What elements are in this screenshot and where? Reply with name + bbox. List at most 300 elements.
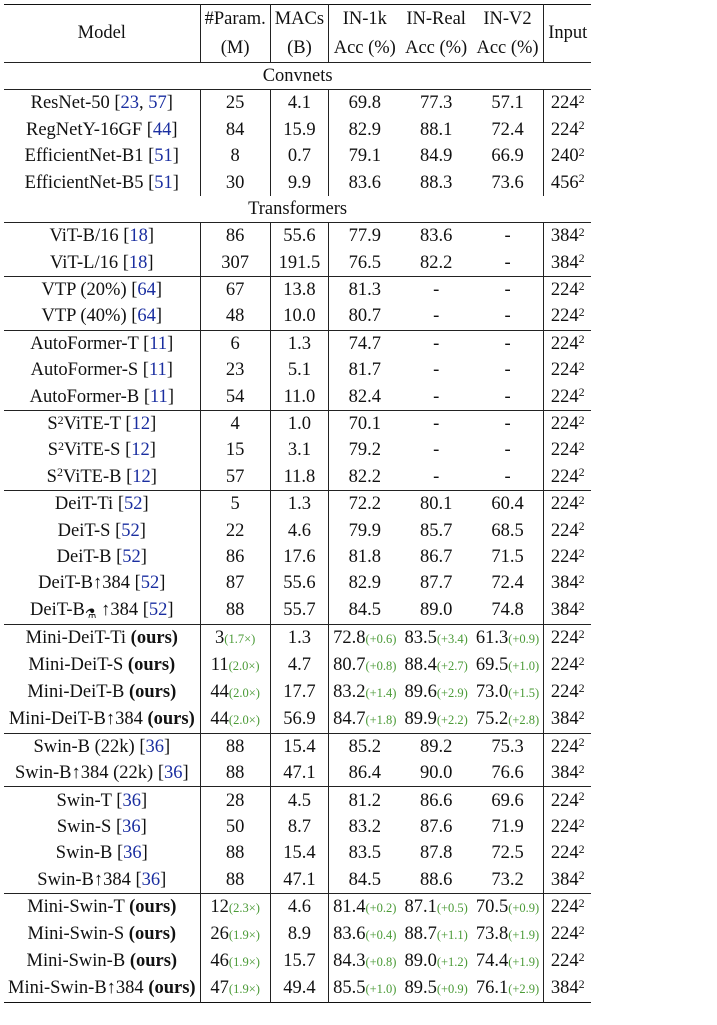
in1k-cell-value: 82.2 (348, 466, 381, 487)
model-name-suffix: ↑384 (96, 599, 139, 620)
in1k-cell-delta: (+1.8) (365, 712, 397, 727)
inv2-cell (472, 491, 544, 518)
params-cell (200, 787, 270, 814)
macs-cell (270, 975, 328, 1003)
inv2-cell-value: 74.4 (475, 950, 509, 971)
citation-link: 18 (128, 252, 148, 273)
input-exponent: 2 (578, 653, 585, 668)
in1k-cell-value: 69.8 (348, 93, 381, 114)
header-model: Model (4, 5, 200, 63)
params-cell-delta: (1.9×) (228, 981, 260, 996)
macs-cell-value: 3.1 (287, 440, 311, 461)
inreal-cell (400, 570, 471, 596)
in1k-cell-delta: (+0.8) (365, 658, 397, 673)
inreal-cell (400, 597, 471, 625)
macs-cell-value: 1.3 (287, 333, 311, 354)
inreal-cell-delta: (+3.4) (436, 631, 468, 646)
params-cell (200, 250, 270, 277)
input-exponent: 2 (578, 841, 585, 856)
citation-link: 52 (123, 494, 143, 515)
in1k-cell (329, 491, 401, 518)
in1k-cell-value: 81.7 (348, 360, 381, 381)
params-cell-value: 84 (225, 119, 245, 140)
params-cell (200, 760, 270, 787)
input-cell (544, 410, 592, 437)
inv2-cell-delta: (+2.9) (508, 981, 540, 996)
inreal-cell-value: 86.7 (419, 547, 453, 567)
table-row (4, 223, 591, 250)
inv2-cell-value: 76.6 (491, 763, 524, 784)
in1k-cell (329, 330, 401, 357)
inreal-cell-value: 89.0 (419, 600, 453, 621)
params-cell (200, 652, 270, 679)
model-name: S (46, 466, 57, 487)
citation-link: 57 (148, 93, 167, 114)
ours-label: (ours) (129, 897, 177, 918)
input-value: 224 (550, 494, 579, 515)
macs-cell-value: 4.6 (287, 520, 311, 541)
macs-cell-value: 15.4 (283, 843, 316, 864)
table-row (4, 117, 591, 143)
in1k-cell-value: 84.5 (348, 869, 381, 890)
macs-cell (270, 787, 328, 814)
inv2-cell (472, 597, 544, 625)
macs-cell-value: 11.0 (283, 386, 316, 407)
input-exponent: 2 (578, 251, 585, 266)
input-exponent: 2 (578, 412, 585, 427)
input-value: 224 (550, 628, 579, 649)
input-value: 384 (550, 252, 579, 273)
in1k-cell (329, 787, 401, 814)
model-cell: Swin-B↑384 (22k) [36] (14, 763, 189, 784)
inreal-cell-value: 88.4 (404, 654, 437, 675)
ours-label: (ours) (147, 709, 195, 730)
model-name: Mini-Swin-B (26, 951, 126, 972)
inreal-cell-value: - (433, 280, 440, 301)
header-macs-line2: (B) (270, 33, 328, 62)
input-cell (544, 250, 592, 277)
model-cell: RegNetY-16GF [44] (25, 119, 178, 140)
inreal-cell-delta: (+1.1) (436, 927, 468, 942)
inv2-cell-value: 72.5 (491, 843, 524, 864)
inreal-cell-delta: (+2.7) (436, 658, 468, 673)
input-value: 224 (550, 682, 579, 703)
inv2-cell-value: 71.5 (491, 547, 524, 567)
inv2-cell (472, 303, 544, 330)
table-row (4, 814, 591, 840)
params-cell (200, 814, 270, 840)
input-cell (544, 948, 592, 975)
params-cell-value: 25 (225, 93, 245, 114)
model-cell (4, 624, 200, 652)
params-cell-value: 86 (225, 226, 245, 247)
in1k-cell (329, 357, 401, 383)
params-cell (200, 840, 270, 866)
model-cell: Swin-T [36] (56, 790, 148, 811)
params-cell-delta: (1.9×) (228, 954, 260, 969)
inreal-cell (400, 652, 471, 679)
model-name: Swin-B (22k) (33, 736, 135, 757)
params-cell-value: 22 (225, 520, 245, 541)
input-exponent: 2 (578, 332, 585, 347)
citation-link: 51 (154, 172, 173, 193)
table-body (4, 62, 591, 1002)
input-exponent: 2 (578, 789, 585, 804)
params-cell (200, 223, 270, 250)
macs-cell-value: 17.7 (283, 682, 316, 703)
model-cell: AutoFormer-S [11] (30, 360, 173, 381)
in1k-cell (329, 948, 401, 975)
inv2-cell-value: 72.4 (491, 119, 524, 140)
model-name: Swin-B↑384 (37, 869, 131, 890)
inreal-cell-value: 90.0 (419, 763, 453, 784)
input-value: 224 (550, 386, 579, 407)
input-value: 224 (550, 790, 579, 811)
params-cell (200, 948, 270, 975)
model-name: VTP (20%) (41, 280, 127, 301)
model-name: Mini-DeiT-B (27, 682, 125, 703)
input-cell (544, 679, 592, 706)
inv2-cell (472, 223, 544, 250)
in1k-cell-delta: (+1.4) (365, 685, 397, 700)
model-cell: ViT-B/16 [18] (49, 226, 155, 247)
macs-cell (270, 410, 328, 437)
input-value: 384 (550, 709, 579, 730)
input-value: 224 (550, 520, 579, 541)
inreal-cell (400, 330, 471, 357)
params-cell (200, 570, 270, 596)
inv2-cell-value: 74.8 (491, 600, 524, 621)
input-exponent: 2 (578, 385, 585, 400)
inv2-cell-value: 70.5 (475, 896, 509, 917)
inv2-cell (472, 679, 544, 706)
params-cell-value: 44 (210, 681, 229, 702)
inv2-cell (472, 733, 544, 760)
model-cell: $S^2ViTE-T$ [12] (47, 412, 157, 435)
model-name-suffix: ViTE-T (63, 414, 121, 435)
citation-link: 44 (152, 119, 172, 140)
macs-cell (270, 357, 328, 383)
params-cell-delta: (2.0×) (228, 685, 260, 700)
citation-link: 52 (121, 520, 140, 541)
inreal-cell-value: - (433, 440, 440, 461)
macs-cell (270, 517, 328, 543)
inreal-cell (400, 223, 471, 250)
inreal-cell-value: 87.1 (404, 896, 437, 917)
model-name: Swin-B (55, 843, 113, 864)
model-name: AutoFormer-S (30, 360, 139, 381)
input-value: 224 (550, 119, 579, 140)
macs-cell-value: 8.9 (287, 924, 311, 945)
input-exponent: 2 (578, 118, 585, 133)
input-exponent: 2 (578, 761, 585, 776)
macs-cell (270, 760, 328, 787)
inreal-cell (400, 760, 471, 787)
inreal-cell (400, 250, 471, 277)
inreal-cell-delta: (+2.9) (436, 685, 468, 700)
table-row (4, 330, 591, 357)
params-cell-value: 11 (210, 654, 229, 675)
inv2-cell-value: 73.8 (475, 923, 509, 944)
header-in1k-line1: IN-1k (329, 5, 401, 34)
params-cell (200, 410, 270, 437)
input-cell (544, 117, 592, 143)
input-exponent: 2 (578, 91, 585, 106)
header-param-line1: #Param. (200, 5, 270, 34)
inreal-cell-delta: (+1.2) (436, 954, 468, 969)
input-exponent: 2 (578, 439, 585, 454)
model-name-superscript: 2 (56, 465, 63, 480)
input-cell (544, 223, 592, 250)
in1k-cell-value: 80.7 (333, 654, 366, 675)
inreal-cell (400, 893, 471, 921)
params-cell-value: 54 (225, 386, 245, 407)
inv2-cell-value: 73.6 (491, 172, 524, 193)
in1k-cell-value: 84.5 (348, 600, 381, 621)
params-cell-value: 6 (230, 333, 240, 354)
inreal-cell (400, 814, 471, 840)
inreal-cell (400, 410, 471, 437)
citation-link: 52 (122, 547, 141, 567)
input-cell (544, 330, 592, 357)
model-name-suffix: ViTE-S (63, 440, 121, 461)
input-value: 224 (550, 414, 579, 435)
input-exponent: 2 (578, 278, 585, 293)
params-cell (200, 733, 270, 760)
inreal-cell (400, 948, 471, 975)
table-row (4, 143, 591, 169)
macs-cell-value: 191.5 (278, 252, 321, 273)
macs-cell-value: 15.4 (283, 736, 316, 757)
inreal-cell-value: 83.5 (404, 627, 437, 648)
citation-link: 36 (141, 869, 161, 890)
model-cell: DeiT-B⚗ ↑384 [52] (4, 597, 200, 625)
input-exponent: 2 (578, 465, 585, 480)
section-title: Transformers (248, 198, 348, 219)
model-name: ViT-B/16 (49, 226, 119, 247)
inreal-cell (400, 517, 471, 543)
in1k-cell (329, 840, 401, 866)
inreal-cell-value: - (433, 306, 440, 327)
input-exponent: 2 (578, 224, 585, 239)
params-cell-value: 5 (230, 494, 240, 515)
citation-link: 36 (145, 736, 164, 757)
inv2-cell (472, 544, 544, 570)
inv2-cell-value: 72.4 (491, 573, 524, 594)
input-exponent: 2 (578, 950, 585, 965)
model-cell: DeiT-Ti [52] (54, 494, 149, 515)
table-row (4, 464, 591, 491)
results-table (4, 4, 591, 1003)
citation-link: 11 (148, 360, 167, 381)
input-cell (544, 733, 592, 760)
input-value: 384 (550, 869, 579, 890)
inv2-cell-delta: (+2.8) (508, 712, 540, 727)
inv2-cell (472, 814, 544, 840)
macs-cell (270, 867, 328, 894)
params-cell-value: 30 (225, 172, 245, 193)
table-row (4, 250, 591, 277)
input-cell (544, 303, 592, 330)
macs-cell (270, 330, 328, 357)
model-cell (4, 948, 200, 975)
inreal-cell-value: 82.2 (419, 252, 453, 273)
inreal-cell (400, 437, 471, 463)
model-name: RegNetY-16GF (25, 119, 143, 140)
input-value: 240 (550, 146, 579, 167)
params-cell-value: 15 (225, 440, 245, 461)
params-cell-value: 57 (225, 466, 245, 487)
macs-cell-value: 9.9 (287, 172, 311, 193)
inv2-cell (472, 893, 544, 921)
inreal-cell (400, 544, 471, 570)
in1k-cell (329, 276, 401, 303)
model-cell: $S^2ViTE-S$ [12] (47, 439, 156, 461)
input-exponent: 2 (578, 923, 585, 938)
citation-link: 12 (132, 466, 151, 487)
macs-cell (270, 303, 328, 330)
macs-cell (270, 840, 328, 866)
in1k-cell-value: 72.2 (348, 494, 381, 515)
input-cell (544, 517, 592, 543)
in1k-cell-value: 79.1 (348, 146, 381, 167)
input-value: 224 (550, 360, 579, 381)
params-cell-value: 86 (225, 547, 245, 567)
in1k-cell (329, 437, 401, 463)
params-cell-delta: (2.0×) (228, 712, 260, 727)
table-row (4, 517, 591, 543)
model-name-superscript: 2 (57, 412, 64, 427)
model-cell: DeiT-B↑384 [52] (38, 573, 166, 594)
macs-cell-value: 4.5 (287, 790, 311, 811)
inv2-cell (472, 517, 544, 543)
params-cell-value: 67 (225, 280, 245, 301)
in1k-cell-value: 76.5 (348, 252, 381, 273)
input-cell (544, 652, 592, 679)
in1k-cell (329, 814, 401, 840)
model-name-suffix: ViTE-B (62, 466, 122, 487)
model-cell: VTP (40%) [64] (41, 306, 163, 327)
in1k-cell-value: 82.9 (348, 119, 381, 140)
inv2-cell (472, 117, 544, 143)
inv2-cell-value: - (504, 386, 511, 407)
inreal-cell-value: 89.0 (404, 950, 437, 971)
in1k-cell-value: 81.4 (333, 896, 366, 917)
inv2-cell-delta: (+0.9) (508, 631, 540, 646)
inv2-cell (472, 948, 544, 975)
macs-cell (270, 223, 328, 250)
params-cell-delta: (2.3×) (228, 900, 260, 915)
inreal-cell (400, 491, 471, 518)
in1k-cell-value: 83.6 (348, 172, 381, 193)
header-in1k-line2: Acc (%) (329, 33, 401, 62)
params-cell (200, 303, 270, 330)
inreal-cell-value: 89.2 (419, 736, 453, 757)
inv2-cell-value: 76.1 (475, 977, 509, 998)
inreal-cell-value: - (433, 386, 440, 407)
inv2-cell (472, 383, 544, 410)
results-table-figure (4, 4, 591, 1003)
model-name: Swin-T (56, 790, 112, 811)
macs-cell (270, 544, 328, 570)
in1k-cell (329, 597, 401, 625)
in1k-cell-value: 80.7 (348, 306, 381, 327)
input-value: 384 (550, 763, 579, 784)
in1k-cell-value: 81.3 (348, 280, 381, 301)
citation-link: 11 (149, 386, 168, 407)
model-name: EfficientNet-B5 (24, 172, 144, 193)
inreal-cell (400, 624, 471, 652)
section-row (4, 196, 591, 223)
inv2-cell (472, 570, 544, 596)
inv2-cell-value: - (504, 333, 511, 354)
model-cell: $S^2ViTE-B$ [12] (46, 465, 157, 487)
distillation-icon: ⚗ (84, 605, 97, 621)
inv2-cell-value: 57.1 (491, 93, 524, 114)
input-value: 384 (550, 226, 579, 247)
inreal-cell-value: 77.3 (419, 93, 453, 114)
inv2-cell (472, 169, 544, 195)
macs-cell-value: 13.8 (283, 280, 316, 301)
inreal-cell-value: 88.3 (419, 172, 453, 193)
model-cell: DeiT-B [52] (56, 547, 147, 567)
inreal-cell-value: 84.9 (419, 146, 453, 167)
input-exponent: 2 (578, 896, 585, 911)
params-cell (200, 517, 270, 543)
model-name: AutoFormer-T (30, 333, 139, 354)
input-cell (544, 597, 592, 625)
citation-link: 36 (123, 843, 142, 864)
input-exponent: 2 (578, 492, 585, 507)
input-value: 384 (550, 978, 579, 999)
inv2-cell-value: 69.5 (475, 654, 509, 675)
inreal-cell-value: - (433, 333, 440, 354)
in1k-cell (329, 760, 401, 787)
input-exponent: 2 (578, 545, 585, 560)
inv2-cell (472, 276, 544, 303)
input-value: 224 (550, 466, 579, 487)
input-cell (544, 437, 592, 463)
inv2-cell-value: - (504, 226, 511, 247)
input-cell (544, 814, 592, 840)
table-row (4, 90, 591, 117)
in1k-cell-value: 82.4 (348, 386, 381, 407)
input-exponent: 2 (578, 707, 585, 722)
model-cell (4, 893, 200, 921)
input-value: 384 (550, 600, 579, 621)
inv2-cell (472, 357, 544, 383)
params-cell-value: 4 (230, 414, 240, 435)
table-row (4, 948, 591, 975)
macs-cell-value: 55.6 (283, 573, 316, 594)
inreal-cell-value: 87.8 (419, 843, 453, 864)
macs-cell-value: 55.7 (283, 600, 316, 621)
params-cell-delta: (2.0×) (228, 658, 260, 673)
inreal-cell (400, 733, 471, 760)
inreal-cell (400, 975, 471, 1003)
input-value: 224 (550, 655, 579, 676)
input-cell (544, 893, 592, 921)
inreal-cell (400, 90, 471, 117)
model-cell (4, 679, 200, 706)
inv2-cell-value: 71.9 (491, 816, 524, 837)
model-name: DeiT-Ti (54, 494, 114, 515)
input-value: 224 (550, 306, 579, 327)
input-cell (544, 760, 592, 787)
model-name: Mini-DeiT-S (28, 655, 124, 676)
in1k-cell-value: 79.9 (348, 520, 381, 541)
macs-cell-value: 8.7 (287, 816, 311, 837)
